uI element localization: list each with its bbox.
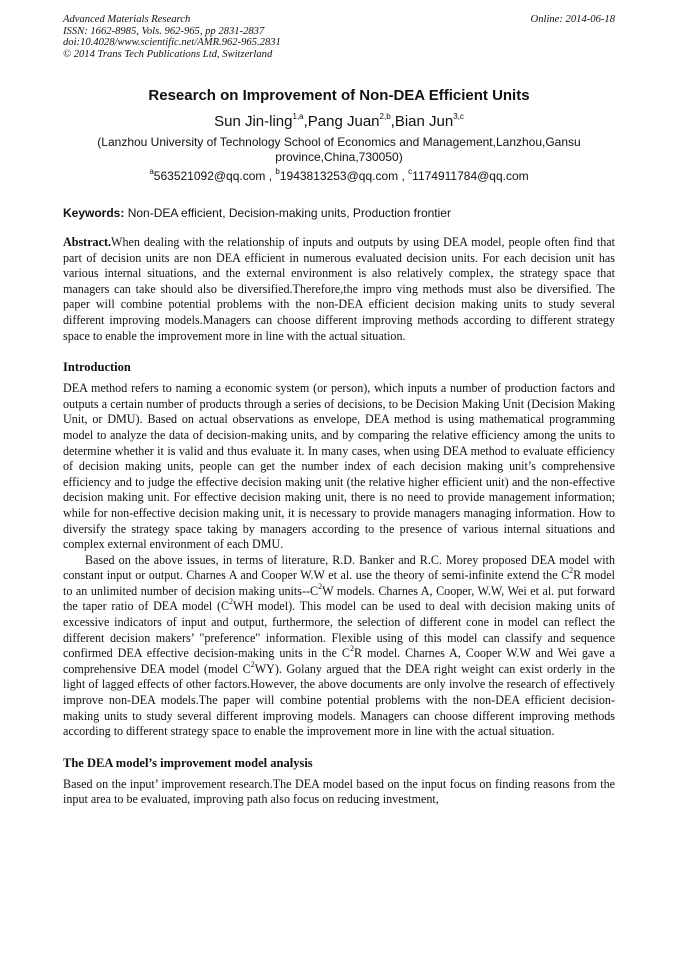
superscript: 2 bbox=[318, 581, 323, 591]
section-heading-introduction: Introduction bbox=[63, 360, 131, 375]
keywords-text: Non-DEA efficient, Decision-making units, Production frontier bbox=[124, 206, 451, 220]
text-run: W models. Charnes A, Cooper, W.W, Wei et al. put forward the taper ratio of DEA model (C bbox=[63, 583, 615, 614]
abstract-label: Abstract. bbox=[63, 235, 112, 249]
superscript: 2 bbox=[250, 659, 255, 669]
author-affiliation-mark: 2,b bbox=[379, 112, 391, 121]
email-mark: c bbox=[408, 167, 413, 176]
copyright-line: © 2014 Trans Tech Publications Ltd, Switzerland bbox=[63, 48, 273, 60]
text-run: WY). Golany argued that the DEA right weight can exist orderly in the light of lagged effects of other factors.However, the above documents are only involve the research of effectively improve non-DEA models.The paper will combine potential problems with the non-DEA efficient decision-making units to study several different improving models. Managers can choose different improving methods according to different strategy space to enable the improvement more in line with the actual situation. bbox=[63, 661, 615, 739]
section2-paragraph-1: Based on the input’ improvement research.The DEA model based on the input focus on finding reasons from the input area to be evaluated, improving path also focus on reducing investment, bbox=[63, 776, 615, 807]
online-date: Online: 2014-06-18 bbox=[530, 14, 615, 25]
email-mark: b bbox=[275, 167, 280, 176]
email: 563521092@qq.com , bbox=[153, 169, 273, 183]
doi-line: doi:10.4028/www.scientific.net/AMR.962-965.2831 bbox=[63, 37, 281, 48]
author-affiliation-mark: 1,a bbox=[292, 112, 304, 121]
author-name: Sun Jin-ling bbox=[214, 113, 293, 130]
paper-title: Research on Improvement of Non-DEA Efficient Units bbox=[148, 87, 530, 104]
abstract bbox=[63, 235, 615, 344]
affiliation: (Lanzhou University of Technology School of Economics and Management,Lanzhou,Gansu province,China,730050) bbox=[97, 135, 581, 164]
issn-line: ISSN: 1662-8985, Vols. 962-965, pp 2831-2837 bbox=[63, 25, 265, 37]
text-run: WH model). This model can be used to deal with decision making units of excessive indicators of input and output, furthermore, the selection of different cone in model can reflect the different decision makers’ "preference" information. Flexible using of this model can classify and sequence confirmed DEA effective decision-making units in the C bbox=[63, 599, 615, 661]
email-list bbox=[63, 169, 615, 184]
email-mark: a bbox=[149, 167, 154, 176]
journal-name: Advanced Materials Research bbox=[63, 14, 191, 25]
author-affiliation-mark: 3,c bbox=[453, 112, 464, 121]
author-list bbox=[63, 113, 615, 131]
journal-header bbox=[63, 14, 615, 60]
section-heading-dea-model: The DEA model’s improvement model analysis bbox=[63, 755, 313, 770]
intro-paragraph-1: DEA method refers to naming a economic system (or person), which inputs a number of production factors and outputs a certain number of products through a series of decisions, to be Decision Making Unit (Decision Making Unit, or DMU). Based on actual observations as envelope, DEA method is using mathematical programming model to analyze the data of decision-making units, and by comparing the relative efficiency among the units to determine whether it is valid and thus evaluate it. In many cases, when using DEA method to evaluate efficiency of decision making units, people can get the number index of each decision making unit’s comprehensive efficiency and to judge the effective decision making unit (the relative higher efficient unit) and the non-effective decision making unit. For effective decision making unit, there is no need to provide management information; while for non-effective decision making unit, it is necessary to provide managers managing information. How to diversify the strategy space taking by managers according to the presence of various internal situations and complex external environment of each DMU. bbox=[63, 381, 615, 552]
email: 1174911784@qq.com bbox=[412, 169, 529, 183]
intro-paragraph-2 bbox=[63, 553, 615, 740]
abstract-text: When dealing with the relationship of inputs and outputs by using DEA model, people often find that part of decision units are non DEA efficient in numerous evaluated decision units. For each decision unit has various internal situations, and the external environment is also relatively complex, the strategy space that managers can take should also be diversified.Therefore,the impro ving methods must also be diversified. The paper will combine potential problems with the non-DEA efficient decision making units to study several different improving models.Managers can choose different improving methods according to different strategy space to enable the improvement more in line with the actual situation. bbox=[63, 235, 615, 343]
superscript: 2 bbox=[569, 566, 574, 576]
author-name: ,Pang Juan bbox=[303, 113, 380, 130]
text-run: R model. Charnes A, Cooper W.W and Wei gave a comprehensive DEA model (model C bbox=[63, 646, 615, 676]
keywords-label: Keywords: bbox=[63, 206, 125, 220]
superscript: 2 bbox=[229, 597, 234, 607]
superscript: 2 bbox=[349, 644, 354, 654]
text-run: Based on the above issues, in terms of literature, R.D. Banker and R.C. Morey proposed DEA model with constant input or output. Charnes A and Cooper W.W et al. use the theory of semi-infinite extend the C bbox=[63, 552, 615, 583]
email: 1943813253@qq.com , bbox=[279, 169, 405, 183]
author-name: ,Bian Jun bbox=[390, 113, 454, 130]
keywords bbox=[63, 206, 615, 221]
text-run: R model to an unlimited number of decision making units--C bbox=[63, 568, 615, 598]
